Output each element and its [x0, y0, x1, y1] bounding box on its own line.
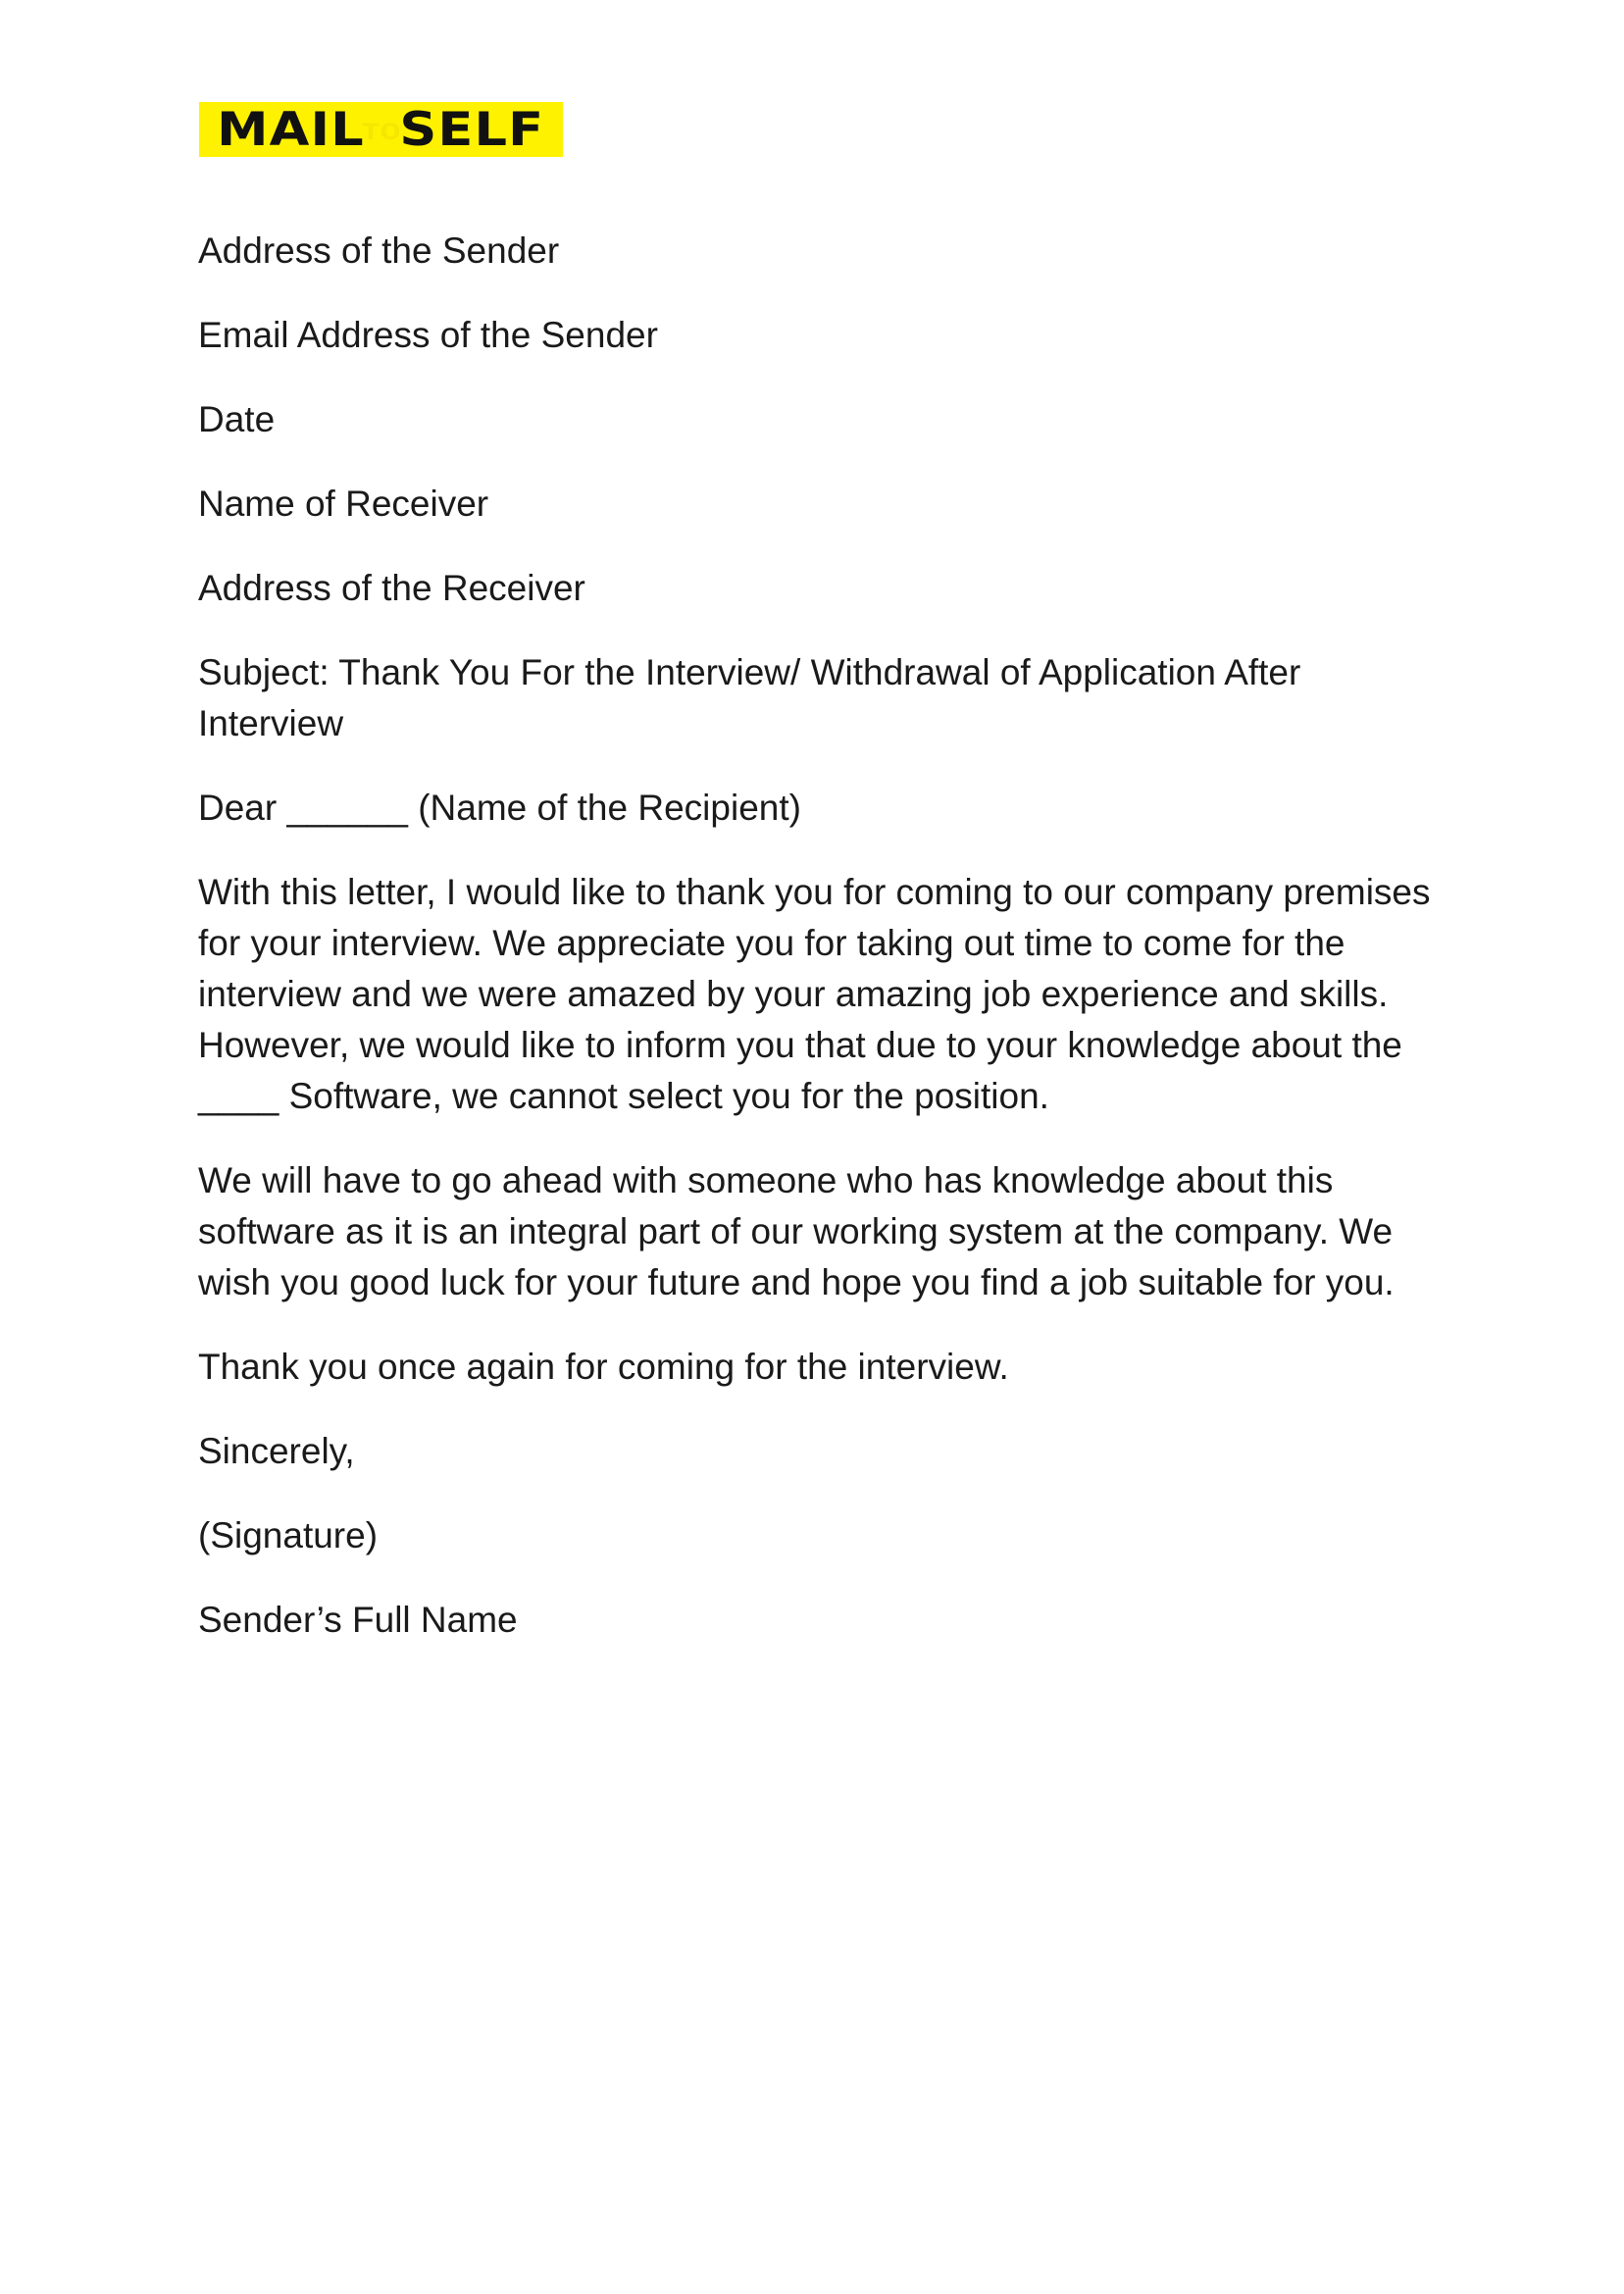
signature: (Signature): [198, 1515, 379, 1555]
sender-email: Email Address of the Sender: [198, 315, 658, 355]
salutation: Dear ______ (Name of the Recipient): [198, 788, 801, 828]
receiver-address: Address of the Receiver: [198, 568, 585, 608]
letter-body: [198, 226, 1434, 1679]
sender-full-name: Sender’s Full Name: [198, 1600, 518, 1640]
body-paragraph-2: We will have to go ahead with someone who has knowledge about this software as it is an integral part of our working system at the company. We wish you good luck for your future and hope you find a job suitable for you.: [198, 1160, 1395, 1302]
logo-text: [217, 102, 545, 157]
logo-part-mail: MAIL: [217, 102, 366, 157]
letter-date: Date: [198, 399, 276, 439]
receiver-name: Name of Receiver: [198, 484, 489, 524]
letter-subject: Subject: Thank You For the Interview/ Withdrawal of Application After Interview: [198, 652, 1301, 743]
closing: Sincerely,: [198, 1431, 355, 1471]
body-paragraph-1: With this letter, I would like to thank you for coming to our company premises for your interview. We appreciate you for taking out time to come for the interview and we were amazed by your amazing job experience and skills. However, we would like to inform you that due to your knowledge about the ____ Software, we cannot select you for the position.: [198, 872, 1431, 1116]
mail-to-self-logo: [199, 102, 563, 157]
sender-address: Address of the Sender: [198, 230, 560, 271]
logo-part-self: SELF: [399, 102, 545, 157]
body-paragraph-3: Thank you once again for coming for the interview.: [198, 1347, 1009, 1387]
logo-part-to: TO: [362, 120, 402, 145]
